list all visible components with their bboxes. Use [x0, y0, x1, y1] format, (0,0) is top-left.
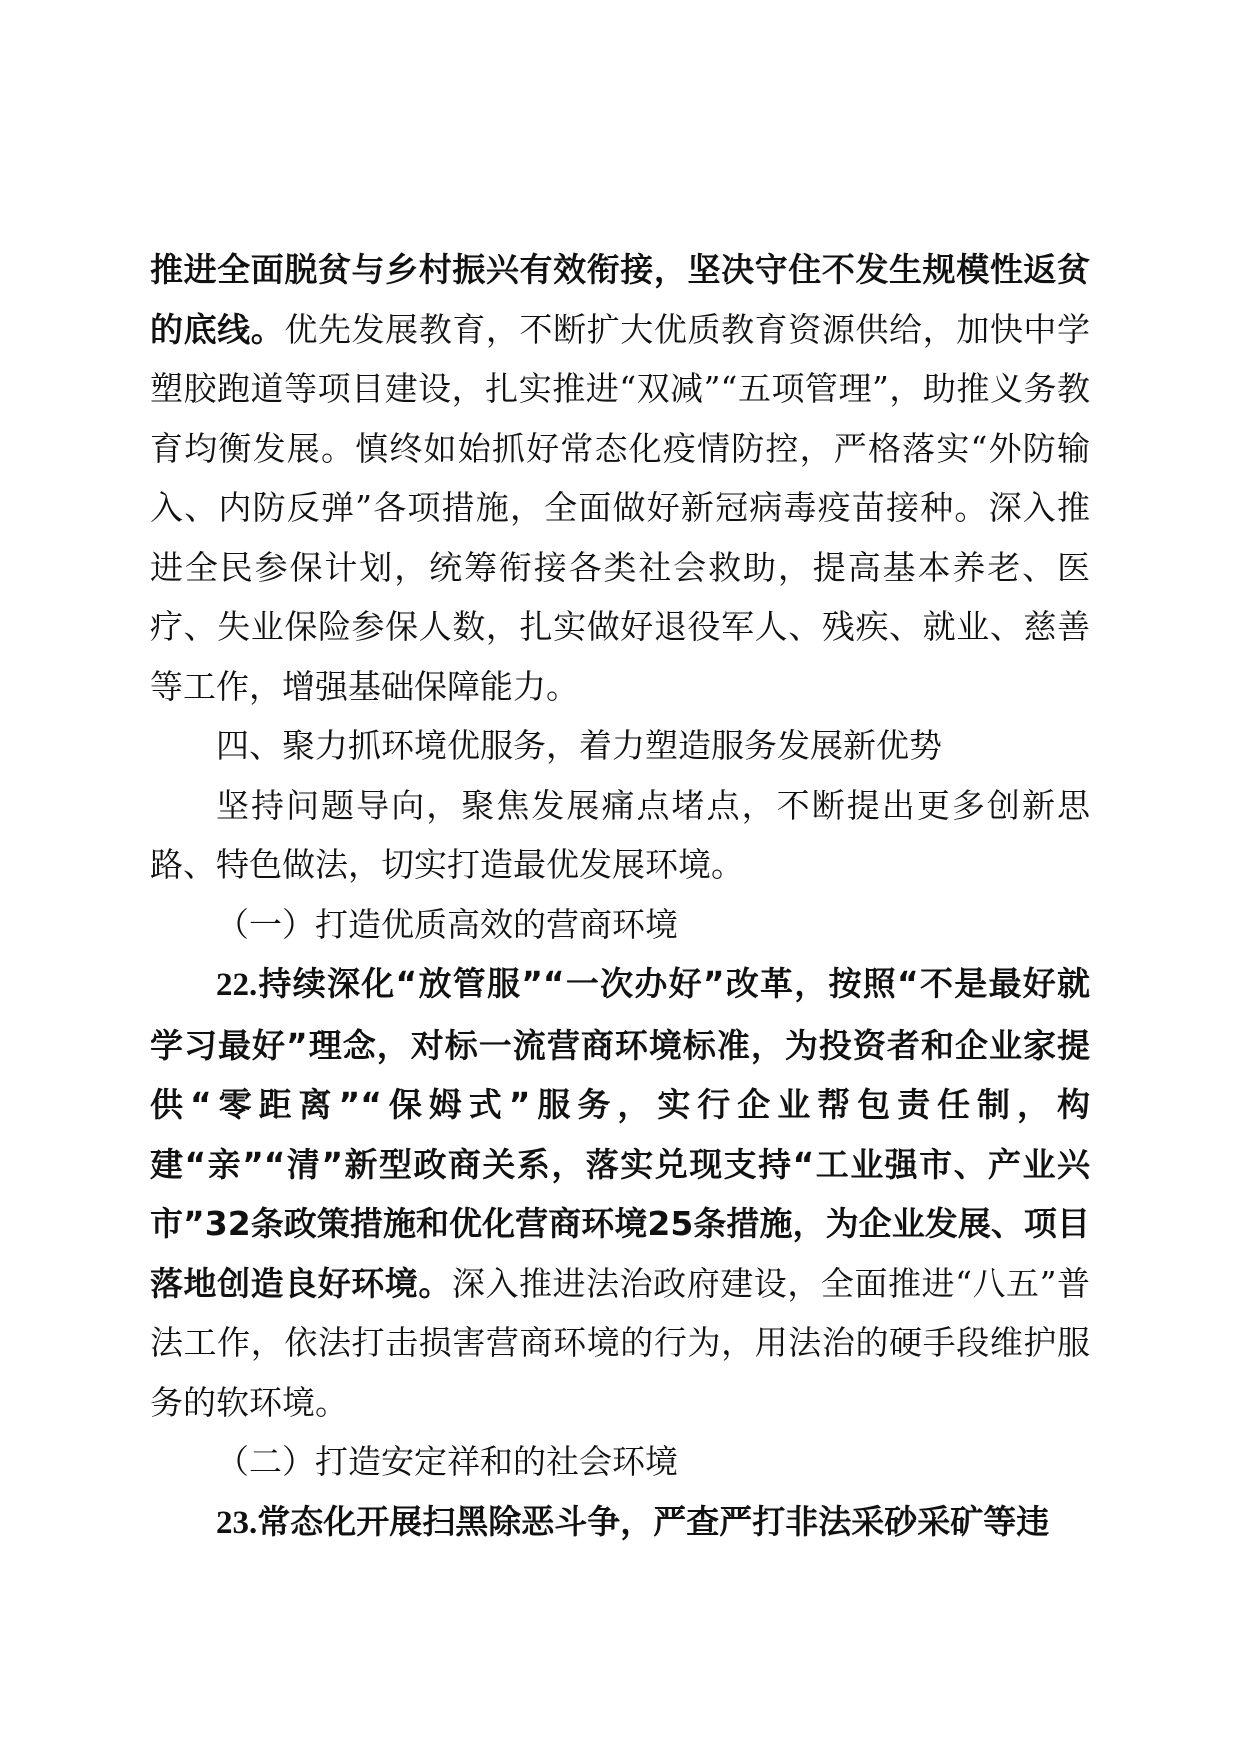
- bold-lead-sentence: 常态化开展扫黑除恶斗争，严查严打非法采砂采矿等违: [257, 1501, 1050, 1541]
- paragraph-text: 优先发展教育，不断扩大优质教育资源供给，加快中学塑胶跑道等项目建设，扎实推进“双减”“五项管理”，助推义务教育均衡发展。慎终如始抓好常态化疫情防控，严格落实“外防输入、内防反弹”各项措施，全面做好新冠病毒疫苗接种。深入推进全民参保计划，统筹衔接各类社会救助，提高基本养老、医疗、失业保险参保人数，扎实做好退役军人、残疾、就业、慈善等工作，增强基础保障能力。: [150, 309, 1091, 706]
- item-number: 22.: [216, 967, 258, 1003]
- paragraph-poverty-education: [150, 240, 1090, 716]
- bold-lead-sentence: 推进全面脱贫与乡村振兴有效衔接，坚决守住不发生规模性返贫的底线。: [150, 250, 1090, 349]
- item-number: 23.: [216, 1504, 258, 1541]
- paragraph-text: 深入推进法治政府建设，全面推进“八五”普法工作，依法打击损害营商环境的行为，用法治的硬手段维护服务的软环境。: [150, 1263, 1090, 1422]
- subsection-heading-1: （一）打造优质高效的营商环境: [216, 904, 678, 944]
- section-heading-4: 四、聚力抓环境优服务，着力塑造服务发展新优势: [216, 726, 942, 765]
- subsection-heading-2: （二）打造安定祥和的社会环境: [216, 1442, 678, 1481]
- bold-lead-sentence: 持续深化“放管服”“一次办好”改革，按照“不是最好就学习最好”理念，对标一流营商环境标准，为投资者和企业家提供“零距离”“保姆式”服务，实行企业帮包责任制，构建“亲”“清”新型政商关系，落实兑现支持“工业强市、产业兴市”32条政策措施和优化营商环境25条措施，为企业发展、项目落地创造良好环境。: [150, 964, 1090, 1303]
- item-22: [150, 954, 1090, 1432]
- section-4-intro: 坚持问题导向，聚焦发展痛点堵点，不断提出更多创新思路、特色做法，切实打造最优发展环境。: [150, 785, 1090, 884]
- item-23: [150, 1492, 1090, 1554]
- document-body: [150, 240, 1090, 1553]
